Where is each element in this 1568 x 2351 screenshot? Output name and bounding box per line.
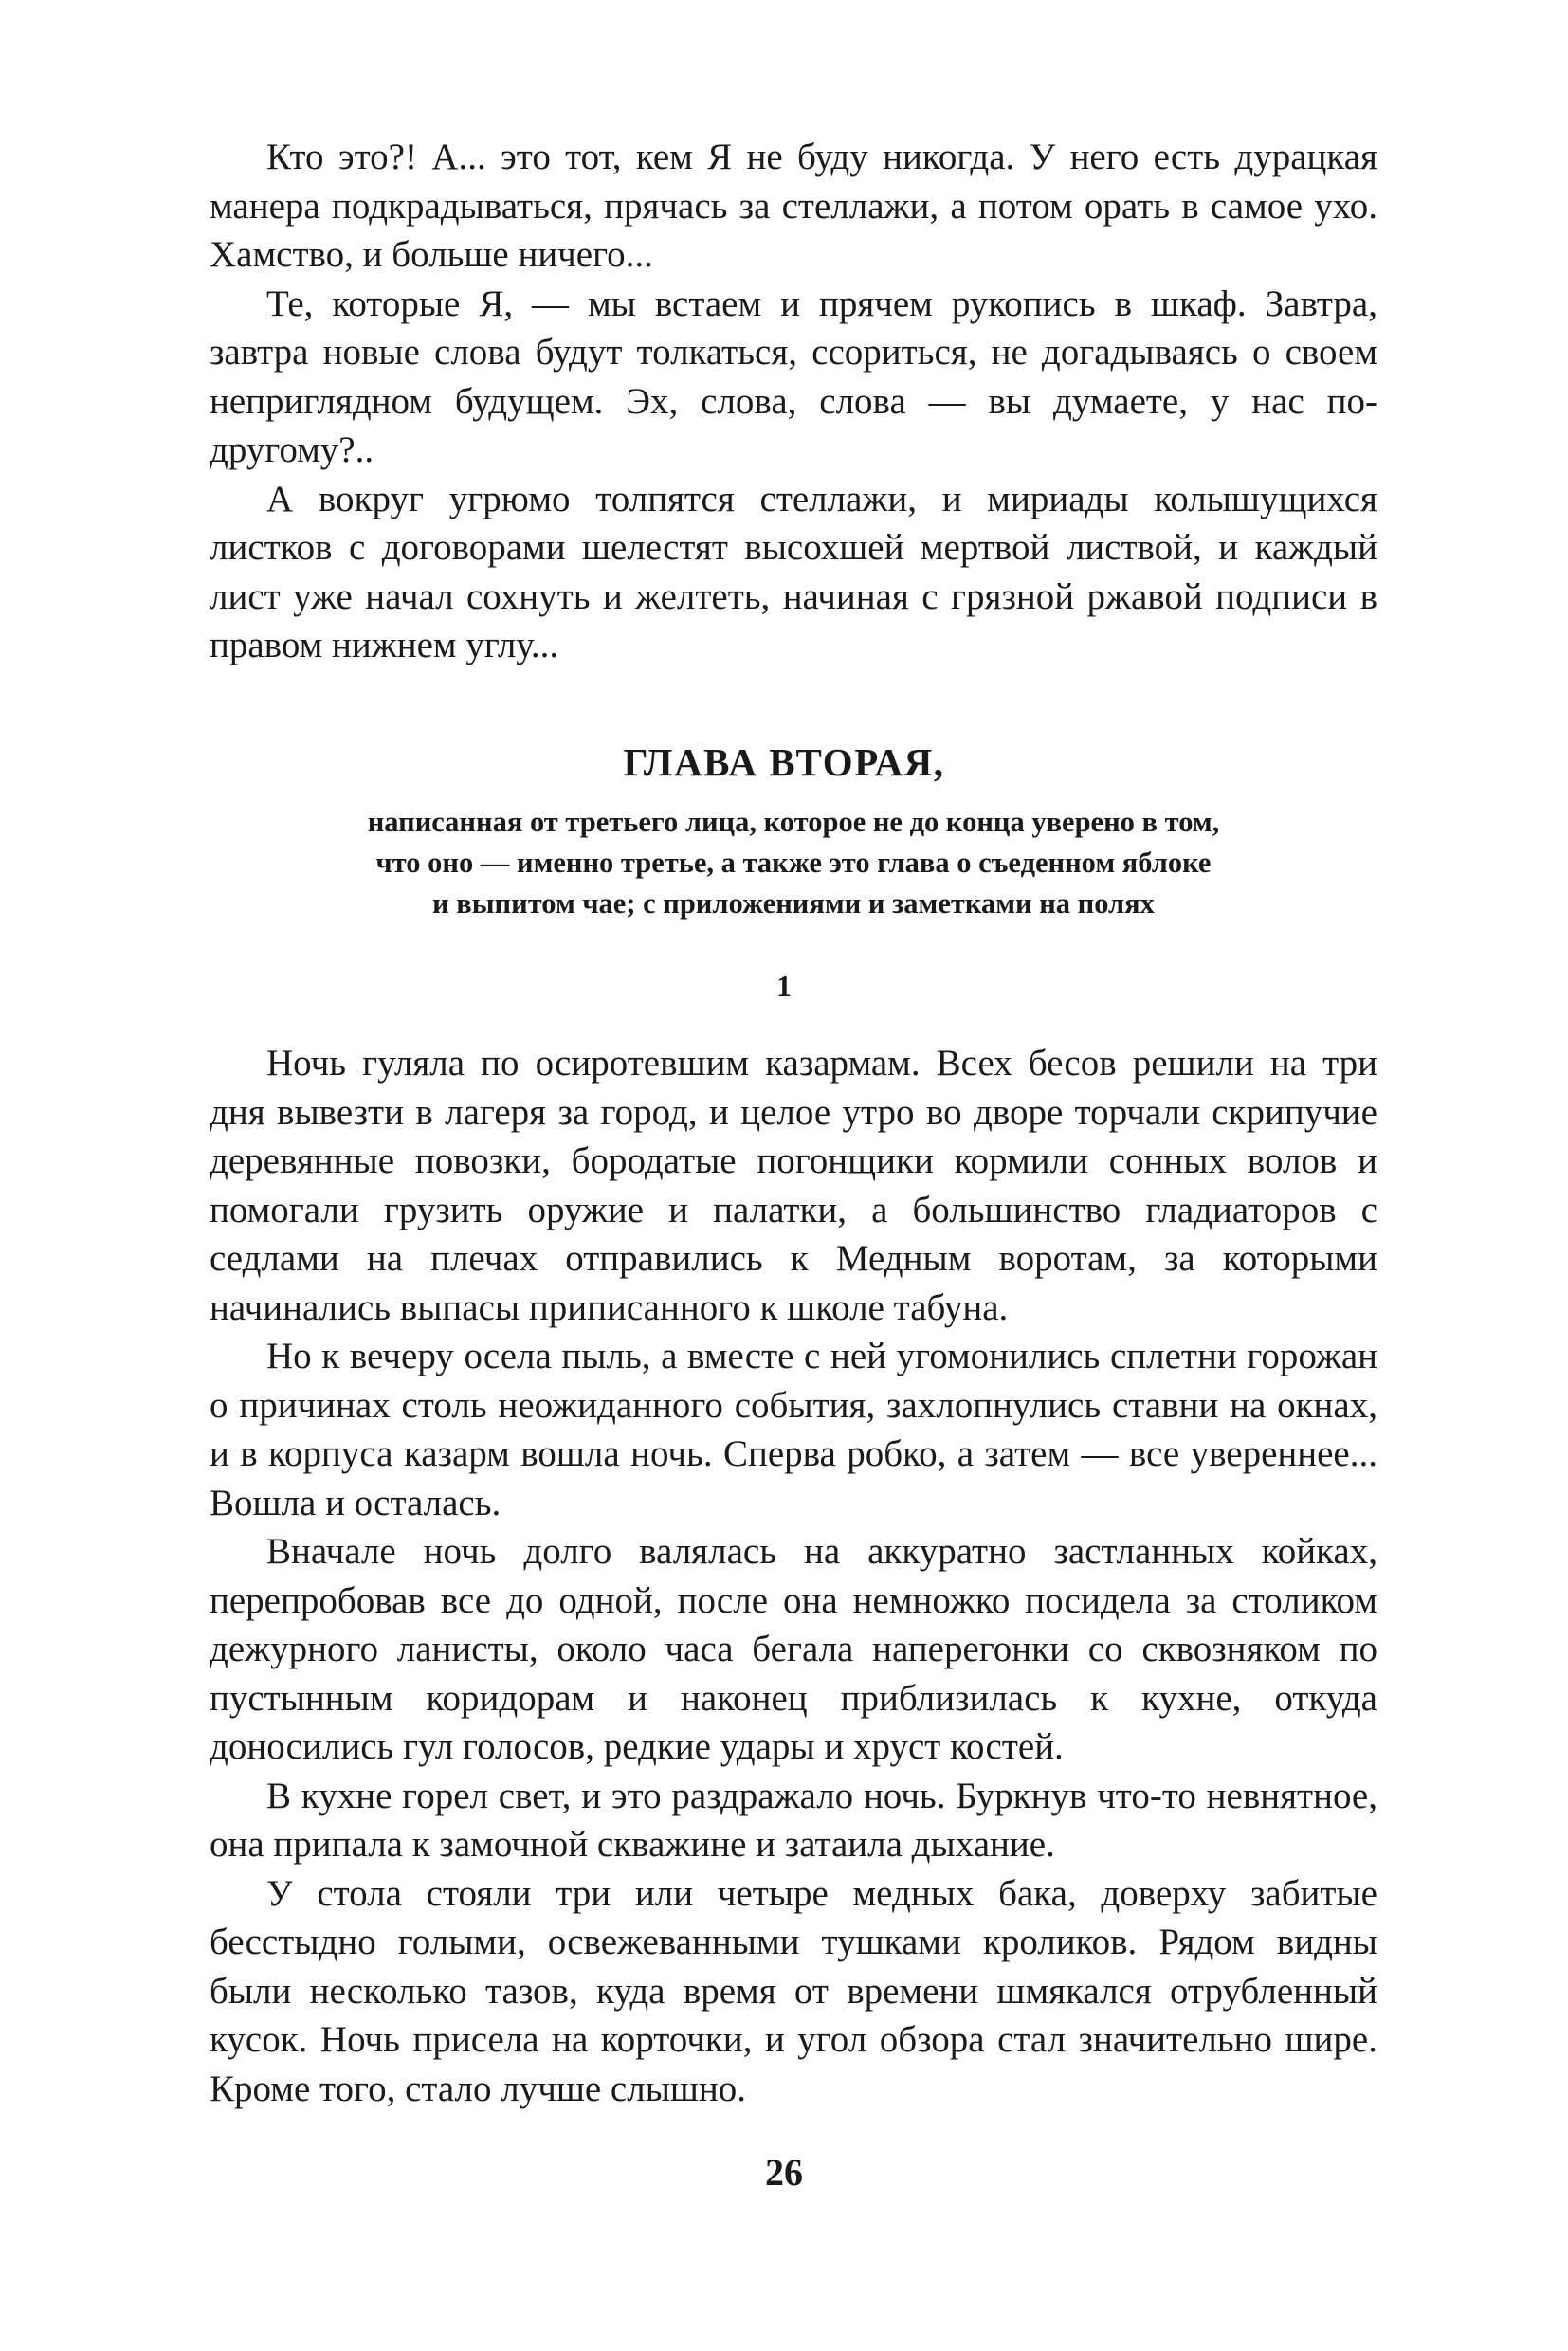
chapter-subtitle — [210, 802, 1377, 924]
paragraph: Ночь гуляла по осиротевшим казармам. Всех бесов решили на три дня вывезти в лагеря за город, и целое утро во дворе торчали скрипучие деревянные повозки, бородатые погонщики кормили сонных волов и помогали грузить оружие и палатки, а большинство гладиаторов с седлами на плечах отправились к Медным воротам, за которыми начинались выпасы приписанного к школе табуна. — [210, 1043, 1377, 1328]
paragraph: А вокруг угрюмо толпятся стеллажи, и мириады колышущихся листков с договорами шелестят высохшей мертвой листвой, и каждый лист уже начал сохнуть и желтеть, начиная с грязной ржавой подписи в правом нижнем углу... — [210, 478, 1377, 665]
paragraph: В кухне горел свет, и это раздражало ночь. Буркнув что-то невнятное, она припала к замочной скважине и затаила дыхание. — [210, 1775, 1377, 1865]
chapter-text-block — [210, 1039, 1377, 2113]
paragraph: У стола стояли три или четыре медных бака, доверху забитые бесстыдно голыми, освежеванными тушками кроликов. Рядом видны были несколько тазов, куда время от времени шмякался отрубленный кусок. Ночь присела на корточки, и угол обзора стал значительно шире. Кроме того, стало лучше слышно. — [210, 1872, 1377, 2109]
paragraph: Те, которые Я, — мы встаем и прячем рукопись в шкаф. Завтра, завтра новые слова будут толкаться, ссориться, не догадываясь о своем неприглядном будущем. Эх, слова, слова — вы думаете, у нас по-другому?.. — [210, 282, 1377, 470]
chapter-title: ГЛАВА ВТОРАЯ, — [623, 740, 945, 784]
page-number: 26 — [765, 2151, 803, 2194]
chapter-subtitle-line: что оно — именно третье, а также это глава о съеденном яблоке — [375, 847, 1212, 879]
paragraph: Вначале ночь долго валялась на аккуратно застланных койках, перепробовав все до одной, после она немножко посидела за столиком дежурного ланисты, около часа бегала наперегонки со сквозняком по пустынным коридорам и наконец приблизилась к кухне, откуда доносились гул голосов, редкие удары и хруст костей. — [210, 1531, 1377, 1767]
chapter-subtitle-line: написанная от третьего лица, которое не до конца уверено в том, — [367, 806, 1220, 838]
section-number: 1 — [776, 969, 792, 1003]
paragraph: Кто это?! А... это тот, кем Я не буду никогда. У него есть дурацкая манера подкрадываться, прячась за стеллажи, а потом орать в самое ухо. Хамство, и больше ничего... — [210, 137, 1377, 275]
top-text-block — [210, 133, 1377, 670]
chapter-subtitle-line: и выпитом чае; с приложениями и заметками на полях — [432, 887, 1155, 920]
paragraph: Но к вечеру осела пыль, а вместе с ней угомонились сплетни горожан о причинах столь неожиданного события, захлопнулись ставни на окнах, и в корпуса казарм вошла ночь. Сперва робко, а затем — все увереннее... Вошла и осталась. — [210, 1336, 1377, 1523]
